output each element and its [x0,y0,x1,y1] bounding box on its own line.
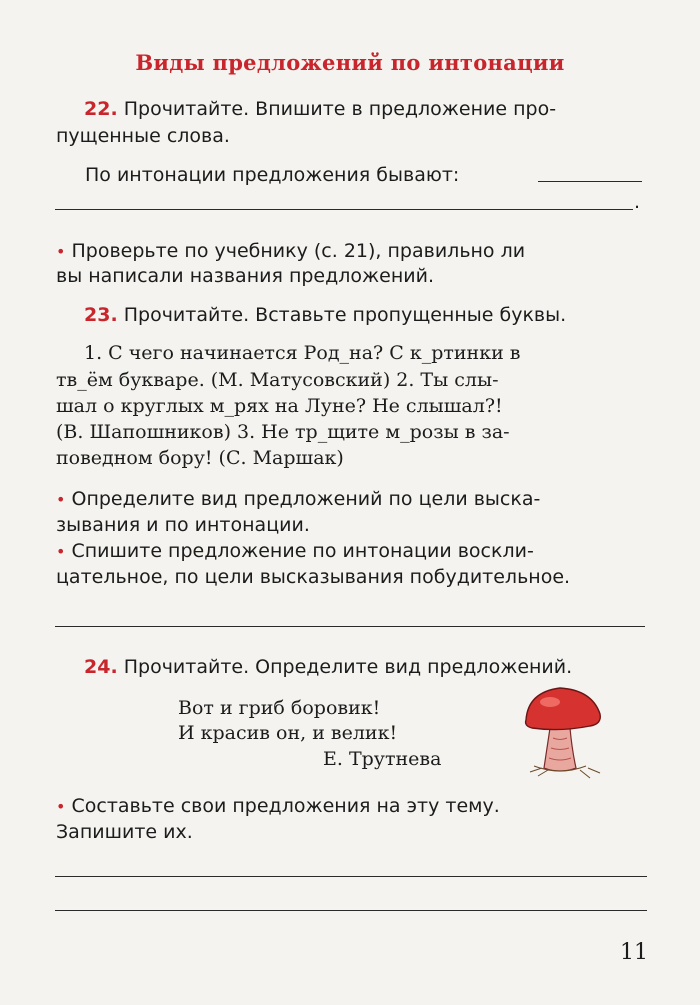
exercise-24-number: 24. [84,656,118,678]
answer-line-2[interactable] [55,209,633,210]
exercise-23-text-line-3: шал о круглых м_рях на Луне? Не слышал?! [56,395,503,417]
exercise-22-line-2: пущенные слова. [56,125,230,147]
exercise-22-text-1: Прочитайте. Впишите в предложение про- [123,98,557,120]
answer-line-3[interactable] [55,626,645,627]
bullet-icon: • [56,797,66,816]
page-title: Виды предложений по интонации [135,50,565,75]
answer-line-5[interactable] [55,910,647,911]
exercise-24-task-line-1 [56,794,500,819]
exercise-24-instruction: Прочитайте. Определите вид предложений. [123,656,573,678]
exercise-23-number: 23. [84,304,118,326]
exercise-22-bullet-text-1: Проверьте по учебнику (с. 21), правильно ли [71,240,526,262]
exercise-22-bullet-line-2: вы написали названия предложений. [56,265,434,287]
exercise-23-text-line-4: (В. Шапошников) 3. Не тр_щите м_розы в за- [56,421,510,443]
poem-line-2: И красив он, и велик! [178,722,398,744]
exercise-23-task-1-line-1 [56,487,540,512]
exercise-23-text-line-2: тв_ём букваре. (М. Матусовский) 2. Ты слы- [56,369,499,391]
exercise-23-text-line-5: поведном бору! (С. Маршак) [56,447,344,469]
exercise-23-task-2-text: Спишите предложение по интонации воскли- [71,540,534,562]
bullet-icon: • [56,490,66,509]
poem-line-1: Вот и гриб боровик! [178,697,381,719]
exercise-23-task-1-text: Определите вид предложений по цели выска- [71,488,541,510]
answer-line-1[interactable] [538,181,642,182]
bullet-icon: • [56,242,66,261]
page-number: 11 [620,940,648,965]
poem-author: Е. Трутнева [323,748,442,770]
exercise-23-task-2-line-2: цательное, по цели высказывания побудительное. [56,566,571,588]
exercise-24-line-1 [84,655,572,679]
exercise-22-number: 22. [84,98,118,120]
exercise-23-task-2-line-1 [56,539,534,564]
exercise-23-line-1 [84,303,566,327]
exercise-23-instruction: Прочитайте. Вставьте пропущенные буквы. [123,304,567,326]
fill-in-sentence: По интонации предложения бывают: [85,164,460,186]
exercise-22-line-1 [84,97,556,121]
answer-line-4[interactable] [55,876,647,877]
exercise-22-bullet-line-1 [56,239,525,264]
exercise-24-task-text: Составьте свои предложения на эту тему. [71,795,500,817]
bullet-icon: • [56,542,66,561]
mushroom-icon [520,680,608,780]
exercise-24-task-line-2: Запишите их. [56,821,193,843]
answer-line-period: . [634,191,641,213]
exercise-23-text-line-1: 1. С чего начинается Род_на? С к_ртинки в [84,342,521,364]
exercise-23-task-1-line-2: зывания и по интонации. [56,514,310,536]
